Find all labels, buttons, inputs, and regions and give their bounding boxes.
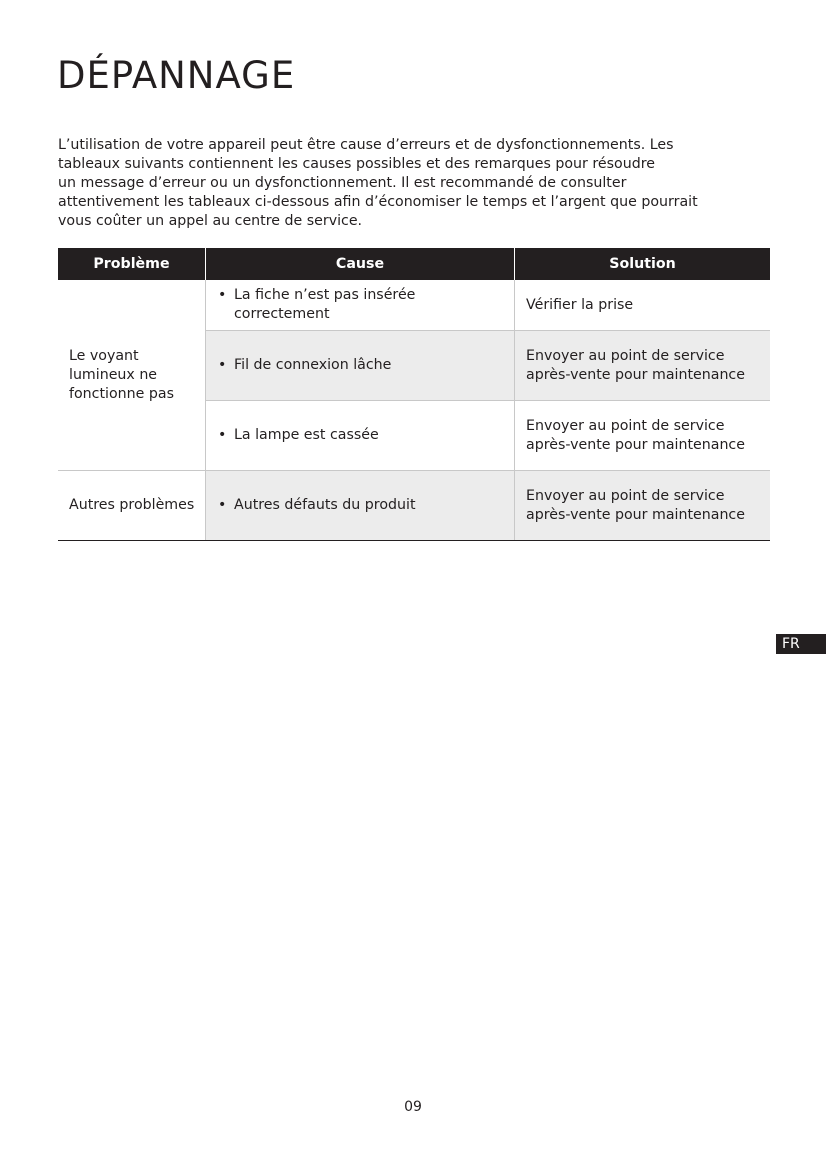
intro-line: tableaux suivants contiennent les causes possibles et des remarques pour résoudre	[58, 156, 655, 172]
solution-cell: Vérifier la prise	[526, 296, 634, 313]
solution-cell: Envoyer au point de service après-vente pour maintenance	[515, 401, 771, 471]
table-header-row	[58, 248, 770, 280]
page-number: 09	[404, 1099, 422, 1115]
intro-line: vous coûter un appel au centre de service.	[58, 213, 363, 229]
table-row	[58, 471, 770, 541]
header-solution: Solution	[515, 248, 771, 280]
cause-cell	[206, 401, 515, 471]
cause-cell	[206, 280, 515, 331]
cause-text: La lampe est cassée	[234, 427, 379, 443]
language-tab: FR	[776, 634, 826, 654]
cause-text: La fiche n’est pas insérée correctement	[234, 287, 416, 322]
page-title: DÉPANNAGE	[57, 54, 296, 97]
table-row	[58, 280, 770, 331]
cause-cell	[206, 471, 515, 541]
cause-cell	[206, 331, 515, 401]
intro-line: L’utilisation de votre appareil peut être cause d’erreurs et de dysfonctionnements. Les	[58, 137, 674, 153]
problem-cell: Le voyant lumineux ne fonctionne pas	[58, 280, 206, 471]
solution-cell: Envoyer au point de service après-vente pour maintenance	[515, 471, 771, 541]
intro-line: attentivement les tableaux ci-dessous afin d’économiser le temps et l’argent que pourrait	[58, 194, 698, 210]
troubleshooting-table	[58, 248, 770, 541]
bullet-icon: •	[218, 357, 227, 373]
bullet-icon: •	[218, 287, 227, 303]
bullet-icon: •	[218, 427, 227, 443]
solution-cell: Envoyer au point de service après-vente pour maintenance	[515, 331, 771, 401]
intro-paragraph	[58, 136, 778, 231]
intro-line: un message d’erreur ou un dysfonctionnement. Il est recommandé de consulter	[58, 175, 627, 191]
header-problem: Problème	[58, 248, 206, 280]
cause-text: Fil de connexion lâche	[234, 357, 392, 373]
cause-text: Autres défauts du produit	[234, 497, 416, 513]
bullet-icon: •	[218, 497, 227, 513]
header-cause: Cause	[206, 248, 515, 280]
problem-cell: Autres problèmes	[58, 471, 206, 541]
